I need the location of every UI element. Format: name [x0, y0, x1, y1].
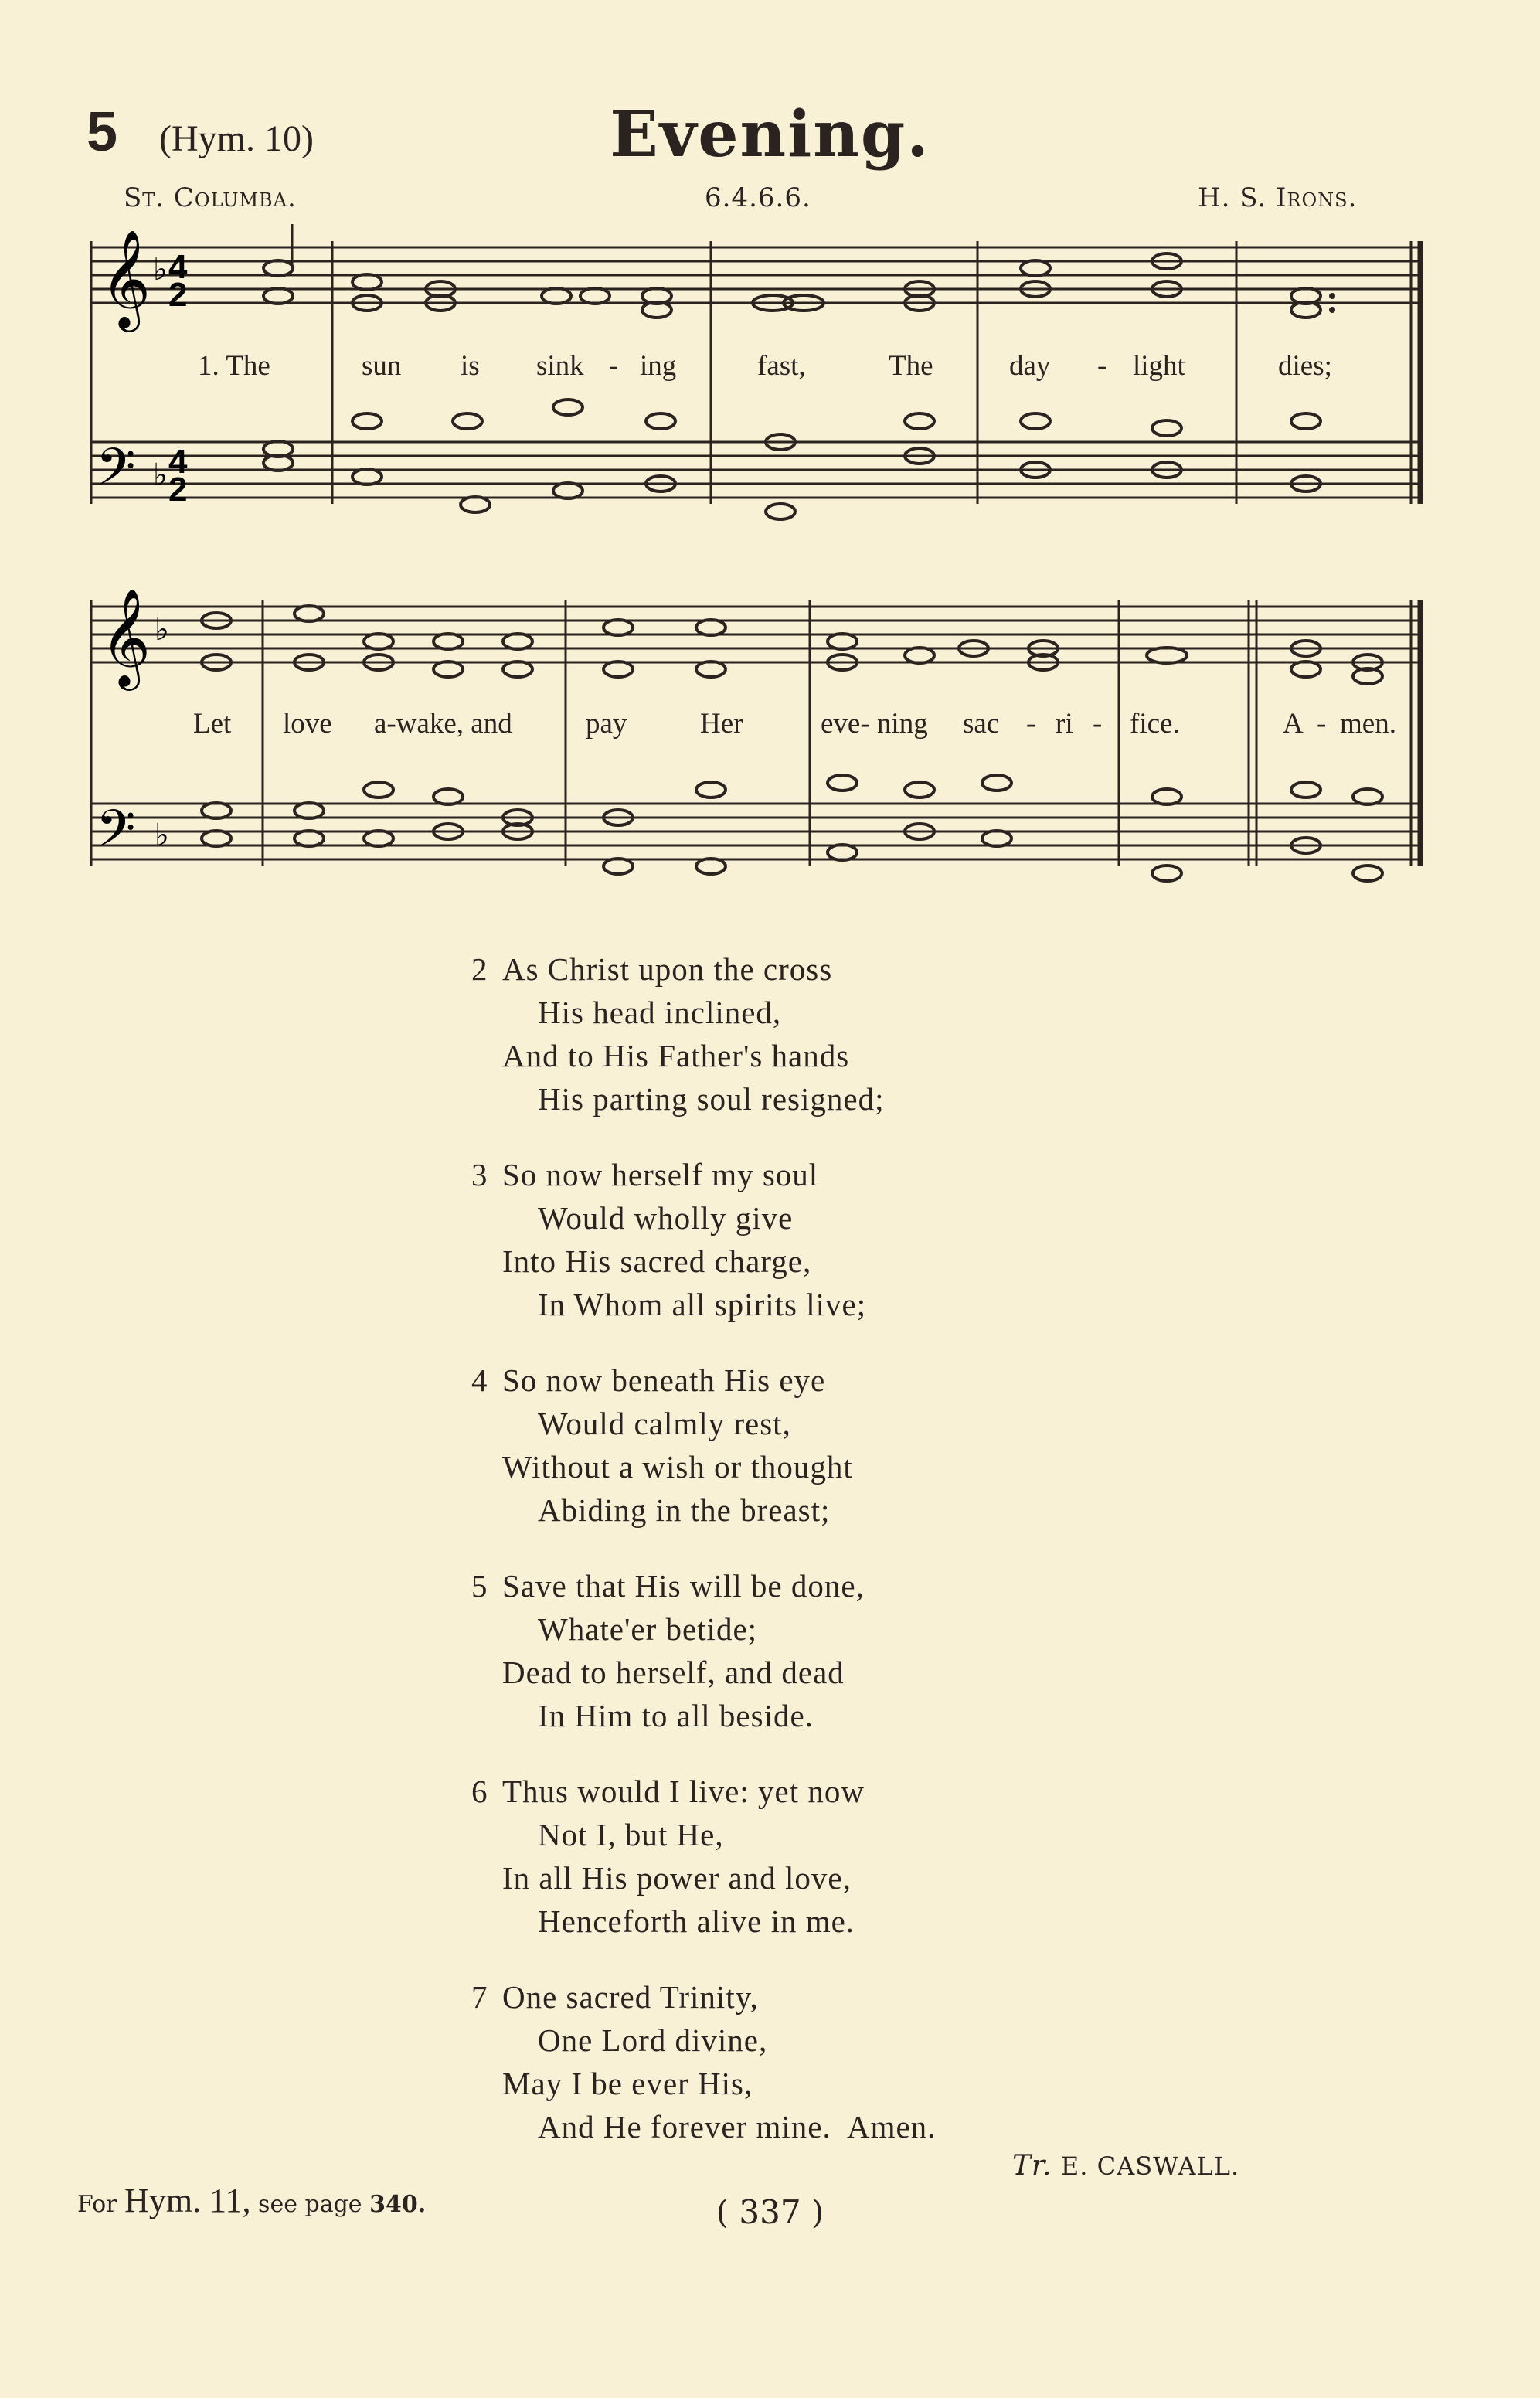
verse-line: So now beneath His eye — [502, 1362, 826, 1398]
verse-line: Without a wish or thought — [502, 1449, 853, 1485]
verse-line: Abiding in the breast; — [538, 1492, 831, 1528]
bass-clef-icon: 𝄢 — [96, 437, 136, 509]
svg-text:♭: ♭ — [153, 457, 168, 493]
verse-line: Would wholly give — [538, 1200, 794, 1236]
verse-3 — [471, 1153, 867, 1326]
svg-text:2: 2 — [168, 471, 188, 509]
lyric-syllable: ri — [1056, 708, 1073, 740]
lyric-syllable: love — [283, 708, 332, 740]
verse-line: And to His Father's hands — [502, 1038, 850, 1073]
score-graphics — [91, 224, 1422, 881]
footnote-for: For — [77, 2191, 117, 2218]
verse-line: Save that His will be done, — [502, 1568, 865, 1604]
verse-6 — [471, 1770, 865, 1943]
system2-notes — [202, 606, 1382, 881]
lyric-syllable: sac — [963, 708, 1000, 740]
system2-lyrics — [193, 708, 1396, 740]
verse-line: Thus would I live: yet now — [502, 1774, 865, 1809]
lyric-syllable: men. — [1340, 708, 1396, 740]
music-score — [0, 0, 1540, 927]
hymn-number: 5 — [87, 101, 118, 163]
treble-clef-icon: 𝄞 — [100, 229, 151, 328]
verse-line: Would calmly rest, — [538, 1406, 791, 1441]
lyric-syllable: fast, — [757, 350, 806, 382]
verse-number: 7 — [471, 1979, 488, 2015]
svg-text:2: 2 — [168, 276, 188, 314]
lyric-syllable: - — [1317, 708, 1327, 740]
svg-text:♭: ♭ — [155, 818, 169, 853]
lyric-syllable: day — [1009, 350, 1051, 382]
verse-line: Not I, but He, — [538, 1817, 724, 1852]
lyric-syllable: Let — [193, 708, 232, 740]
flat-icon: ♭ — [153, 252, 168, 287]
verse-line: Dead to herself, and dead — [502, 1655, 845, 1690]
svg-text:𝄞: 𝄞 — [100, 587, 151, 686]
verse-line: One sacred Trinity, — [502, 1979, 759, 2015]
lyric-syllable: Her — [700, 708, 743, 740]
verse-number: 5 — [471, 1568, 488, 1604]
lyric-syllable: light — [1133, 350, 1185, 382]
lyric-syllable: fice. — [1130, 708, 1180, 740]
verse-line: In all His power and love, — [502, 1860, 852, 1896]
verse-line: Into His sacred charge, — [502, 1243, 812, 1279]
tune-name: St. Columba. — [124, 182, 297, 213]
verse-number: 2 — [471, 951, 488, 987]
verse-5 — [471, 1564, 865, 1737]
system1-lyrics — [198, 350, 1332, 382]
lyric-syllable: - — [1026, 708, 1036, 740]
lyric-syllable: - — [1093, 708, 1103, 740]
verse-number: 4 — [471, 1362, 488, 1398]
lyric-syllable: eve- ning — [821, 708, 928, 740]
verse-line: As Christ upon the cross — [502, 951, 833, 987]
page-number: ( 337 ) — [716, 2193, 824, 2231]
verse-4 — [471, 1359, 853, 1532]
lyric-syllable: dies; — [1278, 350, 1332, 382]
system2-treble-staff — [91, 607, 1422, 662]
verse-number: 6 — [471, 1774, 488, 1809]
system2-bass-staff — [91, 804, 1422, 859]
footnote-see: see page — [258, 2191, 362, 2218]
verse-line: One Lord divine, — [538, 2022, 768, 2058]
lyric-syllable: - — [1097, 350, 1107, 382]
hymn-reference: (Hym. 10) — [159, 118, 314, 159]
verse-line: His parting soul resigned; — [538, 1081, 885, 1117]
verse-line: In Whom all spirits live; — [538, 1287, 867, 1322]
verse-line: Henceforth alive in me. — [538, 1903, 855, 1939]
meter: 6.4.6.6. — [705, 182, 811, 213]
verse-line: Whate'er betide; — [538, 1611, 758, 1647]
composer: H. S. Irons. — [1198, 182, 1358, 213]
lyric-syllable: sink — [536, 350, 584, 382]
lyric-syllable: ing — [640, 350, 677, 382]
svg-text:𝄢: 𝄢 — [96, 799, 136, 871]
hymn-title: Evening. — [610, 97, 930, 172]
verse-7 — [471, 1975, 937, 2148]
translator-name: E. CASWALL. — [1060, 2151, 1240, 2181]
lyric-syllable: - — [609, 350, 619, 382]
verse-line: His head inclined, — [538, 995, 782, 1030]
translator-credit — [1012, 2150, 1239, 2182]
lyric-syllable: A — [1283, 708, 1304, 740]
system1-treble-staff — [91, 247, 1422, 303]
time-signature: 4 — [168, 248, 188, 286]
verse-number: 3 — [471, 1157, 488, 1192]
svg-text:♭: ♭ — [155, 612, 169, 648]
lyric-syllable: is — [461, 350, 480, 382]
svg-text:4: 4 — [168, 443, 188, 481]
verse-line: And He forever mine. Amen. — [538, 2109, 937, 2145]
verse-line: In Him to all beside. — [538, 1698, 814, 1733]
verse-line: May I be ever His, — [502, 2066, 753, 2101]
lyric-syllable: pay — [586, 708, 627, 740]
lyric-syllable: 1. The — [198, 350, 270, 382]
system1-bass-staff — [91, 442, 1422, 498]
footnote-page: 340. — [369, 2191, 427, 2218]
lyric-syllable: sun — [362, 350, 402, 382]
verse-line: So now herself my soul — [502, 1157, 819, 1192]
lyric-syllable: The — [889, 350, 933, 382]
lyric-syllable: a-wake, and — [374, 708, 512, 740]
verse-2 — [471, 947, 885, 1121]
translator-prefix: Tr. — [1012, 2150, 1052, 2182]
footnote-hymn: Hym. 11, — [124, 2182, 251, 2219]
